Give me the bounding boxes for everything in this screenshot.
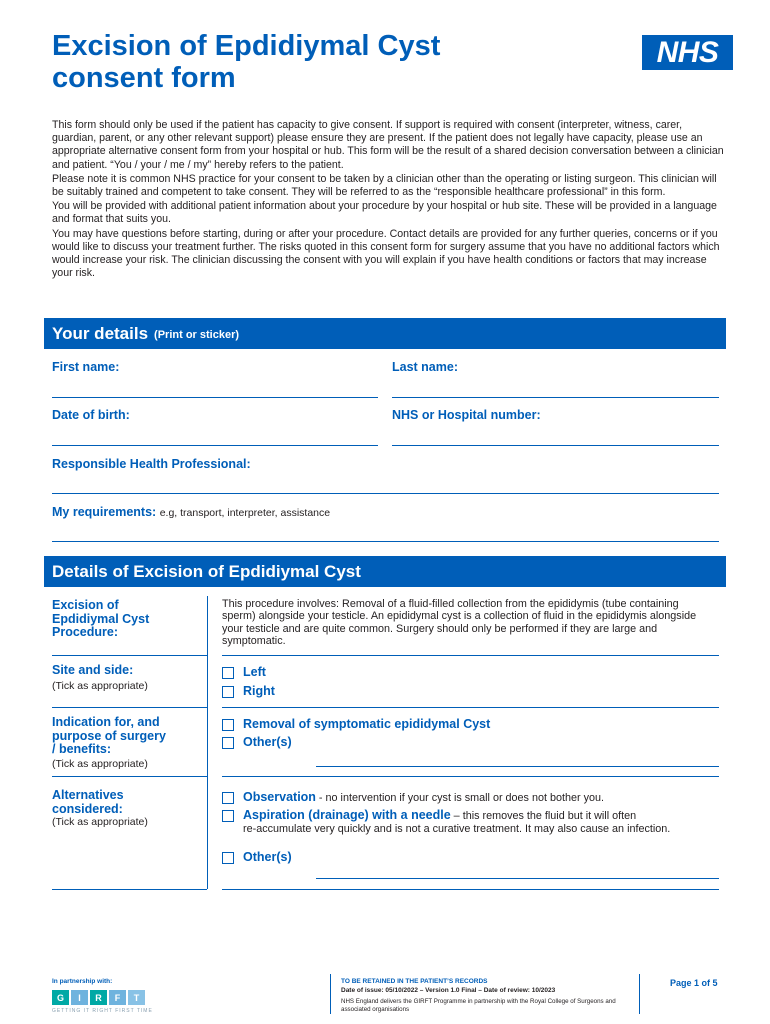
nhs-logo (642, 35, 733, 70)
delivery-note: NHS England delivers the GIRFT Programme in partnership with the Royal College of Surgeons and associated organisations (341, 998, 616, 1013)
observation-label (243, 790, 604, 806)
alt-other-field[interactable] (316, 878, 719, 879)
observation-description: - no intervention if your cyst is small or does not bother you. (315, 792, 604, 804)
page-title (52, 30, 572, 94)
alt-other-checkbox[interactable] (222, 852, 234, 864)
last-name-field[interactable] (392, 397, 719, 398)
indication-option-other[interactable] (222, 735, 292, 750)
intro-paragraph: Please note it is common NHS practice for your consent to be taken by a clinician other than the operating or listing surgeon. This clinician will be suitably trained and competent to take consent. They will be referred to as the “responsible healthcare professional” in this form. (52, 172, 717, 199)
site-left-option[interactable] (222, 665, 266, 680)
nhs-number-label: NHS or Hospital number: (392, 408, 541, 422)
row-divider (52, 707, 207, 708)
page-number: Page 1 of 5 (670, 978, 718, 988)
row-divider (52, 889, 207, 890)
dob-label: Date of birth: (52, 408, 130, 422)
procedure-label-line: Procedure: (52, 625, 118, 639)
removal-checkbox[interactable] (222, 719, 234, 731)
procedure-label-line: Epdidiymal Cyst (52, 611, 150, 626)
girft-letter: G (52, 990, 69, 1005)
row-divider (222, 889, 719, 890)
girft-letter: R (90, 990, 107, 1005)
procedure-label (52, 599, 149, 640)
tick-note: (Tick as appropriate) (52, 680, 148, 692)
your-details-header (44, 318, 726, 349)
intro-paragraph: You will be provided with additional patient information about your procedure by your hospital or hub site. These will be provided in a language and format that suits you. (52, 200, 717, 226)
procedure-details-heading: Details of Excision of Epdidiymal Cyst (52, 561, 361, 581)
intro-text (52, 119, 724, 281)
girft-letter: F (109, 990, 126, 1005)
left-label: Left (243, 665, 266, 679)
title-line-2: consent form (52, 62, 236, 94)
alt-aspiration-option[interactable] (222, 808, 636, 824)
site-right-option[interactable] (222, 684, 275, 699)
row-divider (52, 776, 207, 777)
alt-other-label: Other(s) (243, 850, 292, 864)
aspiration-label (243, 808, 636, 824)
indication-label-line: / benefits: (52, 742, 112, 756)
row-divider (222, 655, 719, 656)
left-checkbox[interactable] (222, 667, 234, 679)
indication-label-line: purpose of surgery (52, 728, 166, 743)
procedure-label-line: Excision of (52, 598, 119, 612)
footer-record-info (330, 974, 640, 1014)
nhs-number-field[interactable] (392, 445, 719, 446)
last-name-label: Last name: (392, 360, 458, 374)
indication-option-removal[interactable] (222, 717, 490, 732)
indication-label (52, 716, 166, 757)
indication-other-label: Other(s) (243, 735, 292, 749)
right-checkbox[interactable] (222, 686, 234, 698)
aspiration-description-cont: re-accumulate very quickly and is not a curative treatment. It may also cause an infection. (243, 823, 671, 835)
issue-info: Date of issue: 05/10/2022 – Version 1.0 Final – Date of review: 10/2023 (341, 987, 556, 994)
right-label: Right (243, 684, 275, 698)
partnership-block (52, 978, 153, 1014)
retain-notice: TO BE RETAINED IN THE PATIENT’S RECORDS (341, 978, 488, 985)
girft-logo (52, 990, 153, 1005)
alternatives-label-line: considered: (52, 801, 123, 816)
girft-tagline: GETTING IT RIGHT FIRST TIME (52, 1008, 153, 1014)
your-details-heading: Your details (52, 323, 149, 343)
girft-letter: I (71, 990, 88, 1005)
row-divider (222, 707, 719, 708)
alternatives-label (52, 789, 124, 816)
indication-label-line: Indication for, and (52, 715, 160, 729)
requirements-field[interactable] (52, 541, 719, 542)
girft-letter: T (128, 990, 145, 1005)
requirements-label (52, 505, 330, 519)
indication-other-checkbox[interactable] (222, 737, 234, 749)
aspiration-checkbox[interactable] (222, 810, 234, 822)
requirements-note: e.g, transport, interpreter, assistance (159, 507, 331, 519)
site-side-label: Site and side: (52, 663, 134, 677)
tick-note: (Tick as appropriate) (52, 816, 148, 828)
first-name-label: First name: (52, 360, 120, 374)
aspiration-description: – this removes the fluid but it will often (450, 810, 637, 822)
first-name-field[interactable] (52, 397, 378, 398)
alternatives-label-line: Alternatives (52, 788, 124, 802)
column-divider (207, 596, 208, 889)
responsible-professional-field[interactable] (52, 493, 719, 494)
intro-paragraph: You may have questions before starting, during or after your procedure. Contact details are provided for any further queries, concerns or if you would like to discuss your treatment further. The risks quoted in this consent form for surgery assume that you have no additional factors which would increase your risk. The clinician discussing the consent with you will explain if you have health conditions or factors that may increase your risk. (52, 227, 720, 280)
alt-observation-option[interactable] (222, 790, 604, 806)
responsible-professional-label: Responsible Health Professional: (52, 457, 251, 471)
procedure-description: This procedure involves: Removal of a fluid-filled collection from the epididymis (tube containing sperm) alongside your testicle. An epididymal cyst is a collection of fluid in the epididymis alongside your testicle and are quite common. Surgery should only be performed if they are large and symptomatic. (222, 598, 697, 648)
alt-other-option[interactable] (222, 850, 292, 865)
partnership-label: In partnership with: (52, 978, 113, 985)
observation-title: Observation (243, 790, 316, 804)
nhs-logo-text: NHS (656, 35, 719, 69)
intro-paragraph: This form should only be used if the patient has capacity to give consent. If support is required with consent (interpreter, witness, carer, guardian, parent, or any other relevant support) please ensure they are present. If the patient does not legally have capacity, please use an appropriate alternative consent form from your hospital or hub. This form will be the result of a shared decision conversation between a clinician and patient. “You / your / me / my” hereby refers to the patient. (52, 119, 724, 171)
indication-other-field[interactable] (316, 766, 719, 767)
requirements-heading: My requirements: (52, 505, 157, 519)
dob-field[interactable] (52, 445, 378, 446)
removal-label: Removal of symptomatic epididymal Cyst (243, 717, 491, 731)
observation-checkbox[interactable] (222, 792, 234, 804)
procedure-details-header (44, 556, 726, 587)
row-divider (52, 655, 207, 656)
tick-note: (Tick as appropriate) (52, 758, 148, 770)
title-line-1: Excision of Epdidiymal Cyst (52, 30, 441, 62)
your-details-subheading: (Print or sticker) (154, 329, 240, 341)
row-divider (222, 776, 719, 777)
aspiration-title: Aspiration (drainage) with a needle (243, 808, 451, 822)
